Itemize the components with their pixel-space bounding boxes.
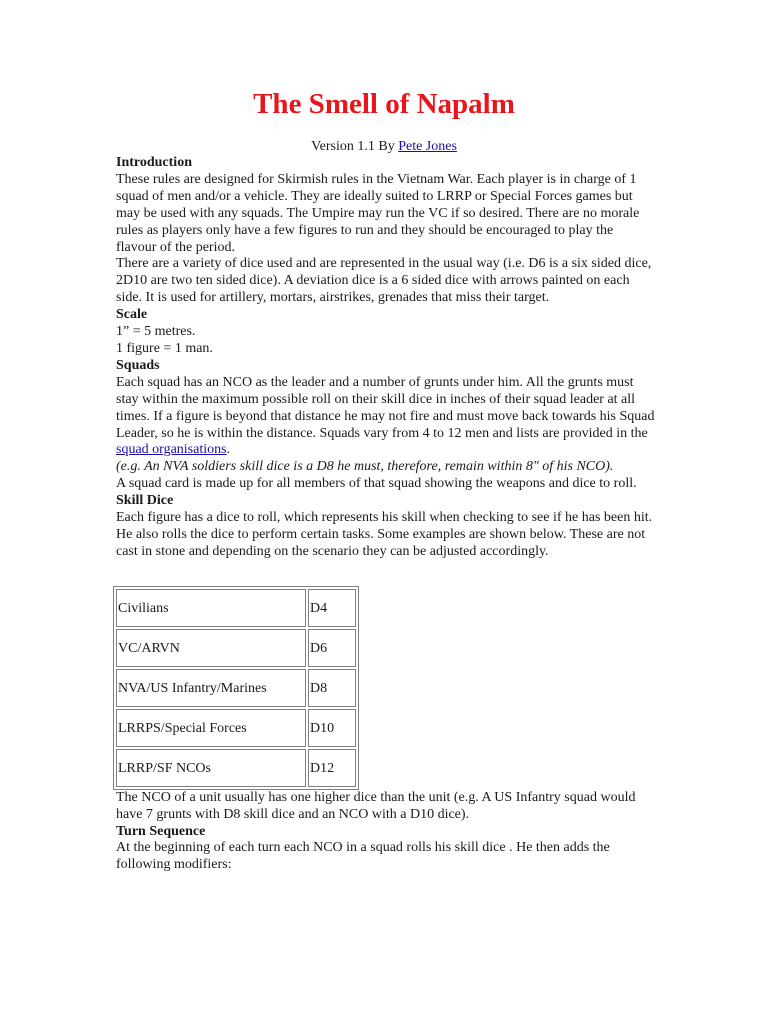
squads-paragraph-1-text: Each squad has an NCO as the leader and a number of grunts under him. All the grunts must stay within the maximum possible roll on their skill dice in inches of their squad leader at all times. If a figure is beyond that distance he may not fire and must move back towards his Squad Leader, so he is within the distance. Squads vary from 4 to 12 men and lists are provided in the bbox=[116, 374, 655, 441]
section-heading-skill-dice: Skill Dice bbox=[116, 493, 174, 509]
squad-organisations-link[interactable]: squad organisations bbox=[116, 442, 227, 458]
table-cell-dice: D12 bbox=[308, 749, 356, 787]
page-title: The Smell of Napalm bbox=[253, 88, 515, 120]
section-heading-turn-sequence: Turn Sequence bbox=[116, 823, 206, 839]
scale-line-2: 1 figure = 1 man. bbox=[116, 340, 213, 356]
skill-dice-paragraph-2: The NCO of a unit usually has one higher dice than the unit (e.g. A US Infantry squad would have 7 grunts with D8 skill dice and an NCO with a D10 dice). bbox=[116, 789, 636, 822]
byline bbox=[0, 138, 768, 155]
table-cell-unit: LRRPS/Special Forces bbox=[116, 709, 306, 747]
table-row bbox=[116, 589, 356, 627]
squads-paragraph-1 bbox=[116, 375, 656, 460]
squads-paragraph-1-end: . bbox=[226, 442, 231, 458]
spacer bbox=[116, 561, 656, 586]
table-row bbox=[116, 669, 356, 707]
table-cell-dice: D10 bbox=[308, 709, 356, 747]
skill-dice-table bbox=[113, 586, 359, 790]
squads-paragraph-2: A squad card is made up for all members of that squad showing the weapons and dice to roll. bbox=[116, 476, 637, 492]
table-row bbox=[116, 709, 356, 747]
turn-sequence-paragraph-1: At the beginning of each turn each NCO in a squad rolls his skill dice . He then adds the following modifiers: bbox=[116, 840, 610, 873]
table-cell-unit: LRRP/SF NCOs bbox=[116, 749, 306, 787]
skill-dice-paragraph-1: Each figure has a dice to roll, which represents his skill when checking to see if he has been hit. He also rolls the dice to perform certain tasks. Some examples are shown below. These are not cast in stone and depending on the scenario they can be adjusted accordingly. bbox=[116, 510, 653, 559]
scale-line-1: 1” = 5 metres. bbox=[116, 324, 196, 340]
section-heading-scale: Scale bbox=[116, 307, 148, 323]
squads-example: (e.g. An NVA soldiers skill dice is a D8 he must, therefore, remain within 8" of his NCO). bbox=[116, 459, 614, 475]
author-link[interactable]: Pete Jones bbox=[398, 139, 457, 154]
byline-prefix: Version 1.1 By bbox=[311, 139, 399, 154]
table-row bbox=[116, 749, 356, 787]
section-heading-introduction: Introduction bbox=[116, 155, 192, 170]
table-cell-unit: Civilians bbox=[116, 589, 306, 627]
section-heading-squads: Squads bbox=[116, 357, 160, 373]
intro-paragraph-1: These rules are designed for Skirmish rules in the Vietnam War. Each player is in charge of 1 squad of men and/or a vehicle. They are ideally suited to LRRP or Special Forces games but may be used with any squads. The Umpire may run the VC if so desired. There are no morale rules as players only have a few figures to run and they should be encouraged to play the flavour of the period. bbox=[116, 171, 640, 255]
table-cell-unit: VC/ARVN bbox=[116, 629, 306, 667]
document-body bbox=[116, 155, 656, 874]
table-cell-dice: D6 bbox=[308, 629, 356, 667]
intro-paragraph-2: There are a variety of dice used and are represented in the usual way (i.e. D6 is a six sided dice, 2D10 are two ten sided dice). A deviation dice is a 6 sided dice with arrows painted on each side. It is used for artillery, mortars, airstrikes, grenades that miss their target. bbox=[116, 256, 652, 306]
table-cell-dice: D4 bbox=[308, 589, 356, 627]
table-cell-dice: D8 bbox=[308, 669, 356, 707]
table-cell-unit: NVA/US Infantry/Marines bbox=[116, 669, 306, 707]
table-row bbox=[116, 629, 356, 667]
